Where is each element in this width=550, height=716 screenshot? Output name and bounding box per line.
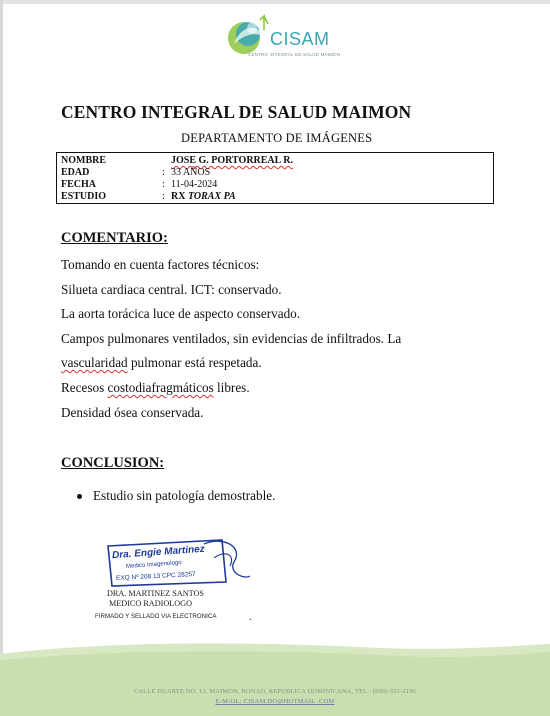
comment-text: pulmonar está respetada. bbox=[127, 355, 262, 370]
conclusion-heading: CONCLUSION: bbox=[61, 455, 165, 471]
info-colon: : bbox=[162, 179, 165, 190]
patient-age-value: 33 AÑOS bbox=[171, 167, 211, 178]
document-title: CENTRO INTEGRAL DE SALUD MAIMON bbox=[61, 102, 412, 122]
info-label: ESTUDIO bbox=[61, 191, 107, 202]
info-colon: : bbox=[162, 191, 165, 202]
footer-address: CALLE DUARTE NO. 13, MAIMÓN, BONAO, REPUBLICA DOMINICANA, TEL.: (809)-551-2196 bbox=[133, 688, 417, 695]
stamp-doctor-name: Dra. Engie Martinez bbox=[111, 543, 206, 562]
conclusion-item: Estudio sin patología demostrable. bbox=[93, 488, 276, 503]
logo-wordmark: CISAM bbox=[270, 29, 330, 49]
study-date-value: 11-04-2024 bbox=[171, 179, 218, 190]
comment-line: Tomando en cuenta factores técnicos: bbox=[61, 257, 260, 272]
signer-role: MEDICO RADIOLOGO bbox=[109, 599, 193, 608]
stamp-specialty: Medico Imagenologo bbox=[125, 560, 182, 570]
info-colon: : bbox=[162, 167, 165, 178]
comentario-heading: COMENTARIO: bbox=[61, 230, 168, 246]
comment-line: Densidad ósea conservada. bbox=[61, 405, 204, 420]
patient-name-value: JOSE G. PORTORREAL R. bbox=[171, 155, 293, 166]
info-label: FECHA bbox=[61, 179, 96, 190]
page-left-edge bbox=[0, 0, 3, 716]
comment-line bbox=[61, 355, 262, 371]
stray-dot: . bbox=[249, 612, 252, 623]
comment-line bbox=[61, 380, 250, 396]
signature-note: FIRMADO Y SELLADO VIA ELECTRONICA bbox=[95, 613, 217, 620]
page-top-rule bbox=[0, 0, 550, 4]
comment-text: Recesos bbox=[61, 380, 108, 395]
department-name: DEPARTAMENTO DE IMÁGENES bbox=[181, 131, 373, 145]
stamp-registration: EXQ Nº 208 13 CPC 28257 bbox=[115, 570, 196, 583]
comment-text: libres. bbox=[213, 380, 250, 395]
bullet-icon bbox=[77, 494, 82, 499]
patient-info-box bbox=[56, 152, 494, 204]
spellcheck-word: costodiafragmáticos bbox=[107, 380, 214, 395]
study-type-prefix: RX bbox=[171, 191, 188, 202]
logo-subtext: CENTRO INTEGRAL DE SALUD MAIMON bbox=[248, 52, 341, 57]
signer-name: DRA. MARTINEZ SANTOS bbox=[107, 589, 204, 598]
study-type-suffix: TORAX PA bbox=[187, 191, 236, 202]
footer-email-link[interactable]: E-MAIL: CISAM.DO@HOTMAIL .COM bbox=[215, 698, 335, 705]
comment-line: Silueta cardiaca central. ICT: conservado. bbox=[61, 282, 282, 297]
comment-line: La aorta torácica luce de aspecto conservado. bbox=[61, 306, 301, 321]
info-label: NOMBRE bbox=[61, 155, 106, 166]
comment-line: Campos pulmonares ventilados, sin evidencias de infiltrados. La bbox=[61, 331, 402, 346]
info-label: EDAD bbox=[61, 167, 90, 178]
spellcheck-word: vascularidad bbox=[61, 355, 128, 370]
study-type-value bbox=[171, 191, 236, 203]
